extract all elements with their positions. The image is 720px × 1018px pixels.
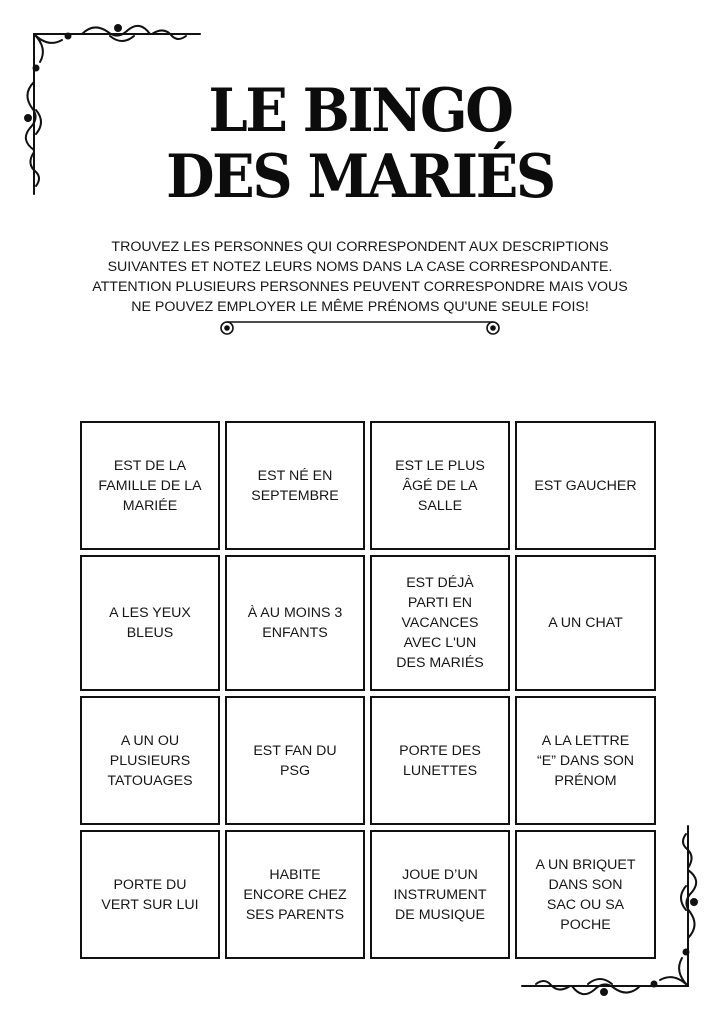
- bingo-cell-line: EST GAUCHER: [534, 477, 637, 494]
- intro-line: TROUVEZ LES PERSONNES QUI CORRESPONDENT AUX DESCRIPTIONS: [111, 239, 609, 255]
- bingo-cell-line: AVEC L'UN: [403, 635, 477, 651]
- bingo-cell-text: [537, 731, 634, 791]
- bingo-cell-line: ENCORE CHEZ: [243, 886, 347, 903]
- bingo-cell-line: A LA LETTRE: [541, 732, 630, 749]
- intro-line: SUIVANTES ET NOTEZ LEURS NOMS DANS LA CASE CORRESPONDANTE.: [107, 259, 613, 275]
- bingo-cell-line: PSG: [280, 762, 310, 779]
- bingo-cell-text: [101, 875, 198, 915]
- bingo-cell-text: [243, 865, 346, 925]
- bingo-cell-text: [248, 603, 343, 643]
- bingo-cell-text: [109, 603, 191, 643]
- bingo-cell[interactable]: [370, 421, 510, 550]
- title-line-2: DES MARIÉS: [166, 142, 554, 212]
- bingo-cell[interactable]: [225, 421, 365, 550]
- bingo-cell-line: A UN CHAT: [548, 615, 623, 631]
- bingo-cell-line: VERT SUR LUI: [101, 896, 199, 913]
- bingo-cell-line: TATOUAGES: [107, 772, 193, 789]
- bingo-cell-line: EST NÉ EN: [257, 467, 333, 484]
- bingo-cell-line: MARIÉE: [122, 497, 178, 514]
- bingo-cell[interactable]: [370, 830, 510, 959]
- bingo-cell-line: ENFANTS: [262, 625, 328, 641]
- bingo-cell[interactable]: [370, 696, 510, 825]
- bingo-cell-line: LUNETTES: [402, 762, 478, 779]
- bingo-cell-text: [251, 466, 339, 506]
- bingo-cell-text: [395, 456, 485, 516]
- bingo-cell[interactable]: [225, 555, 365, 691]
- bingo-cell-line: PORTE DU: [113, 876, 187, 893]
- bingo-cell-text: [534, 476, 636, 496]
- bingo-cell-line: EST DE LA: [113, 457, 187, 474]
- bingo-cell[interactable]: [515, 555, 656, 691]
- bingo-cell[interactable]: [225, 830, 365, 959]
- bingo-cell-text: [393, 865, 486, 925]
- intro-line: ATTENTION PLUSIEURS PERSONNES PEUVENT CORRESPONDRE MAIS VOUS: [92, 279, 628, 295]
- intro-line: NE POUVEZ EMPLOYER LE MÊME PRÉNOMS QU'UNE SEULE FOIS!: [131, 299, 589, 315]
- bingo-cell-line: A UN BRIQUET: [535, 856, 636, 873]
- bingo-cell-line: ÂGÉ DE LA: [402, 477, 478, 494]
- bingo-cell-line: PARTI EN: [407, 595, 473, 611]
- page-title: [25, 78, 695, 210]
- bingo-cell-line: SALLE: [417, 497, 463, 514]
- bingo-cell-line: A LES YEUX: [109, 605, 191, 621]
- bingo-cell-line: SAC OU SA: [546, 896, 625, 913]
- bingo-cell-line: A UN OU: [120, 732, 180, 749]
- bingo-cell-line: HABITE: [269, 866, 321, 883]
- bingo-cell-line: PORTE DES: [399, 742, 481, 759]
- bingo-cell-line: DES MARIÉS: [396, 655, 484, 671]
- bingo-cell[interactable]: [80, 830, 220, 959]
- bingo-cell[interactable]: [515, 421, 656, 550]
- bingo-cell-line: À AU MOINS 3: [247, 605, 343, 621]
- bingo-cell-line: BLEUS: [126, 625, 174, 641]
- bingo-cell-line: PLUSIEURS: [109, 752, 191, 769]
- bingo-cell-text: [535, 855, 635, 935]
- bingo-cell-text: [399, 741, 481, 781]
- bingo-cell-line: VACANCES: [401, 615, 479, 631]
- bingo-cell-line: SEPTEMBRE: [251, 487, 339, 504]
- bingo-cell-line: EST DÉJÀ: [406, 575, 474, 591]
- bingo-cell[interactable]: [80, 555, 220, 691]
- bingo-cell-text: [548, 613, 623, 633]
- scroll-divider-icon: [215, 316, 505, 338]
- bingo-cell[interactable]: [80, 421, 220, 550]
- bingo-cell[interactable]: [515, 696, 656, 825]
- bingo-cell-text: [396, 573, 484, 673]
- bingo-cell-line: INSTRUMENT: [393, 886, 487, 903]
- bingo-cell-line: EST LE PLUS: [395, 457, 485, 474]
- bingo-cell-line: FAMILLE DE LA: [98, 477, 202, 494]
- bingo-cell[interactable]: [370, 555, 510, 691]
- bingo-cell-line: POCHE: [560, 916, 611, 933]
- bingo-cell-line: DE MUSIQUE: [395, 906, 485, 923]
- bingo-cell[interactable]: [80, 696, 220, 825]
- bingo-cell[interactable]: [515, 830, 656, 959]
- bingo-cell-line: DANS SON: [548, 876, 623, 893]
- bingo-cell-text: [107, 731, 192, 791]
- bingo-cell-line: SES PARENTS: [245, 906, 345, 923]
- bingo-cell-line: “E” DANS SON: [537, 752, 634, 769]
- bingo-cell-line: JOUE D’UN: [402, 866, 478, 883]
- title-line-1: LE BINGO: [208, 76, 512, 146]
- bingo-cell[interactable]: [225, 696, 365, 825]
- bingo-cell-text: [98, 456, 201, 516]
- bingo-cell-line: PRÉNOM: [554, 772, 617, 789]
- bingo-cell-line: EST FAN DU: [253, 742, 337, 759]
- bingo-cell-text: [253, 741, 336, 781]
- intro-paragraph: [80, 237, 640, 317]
